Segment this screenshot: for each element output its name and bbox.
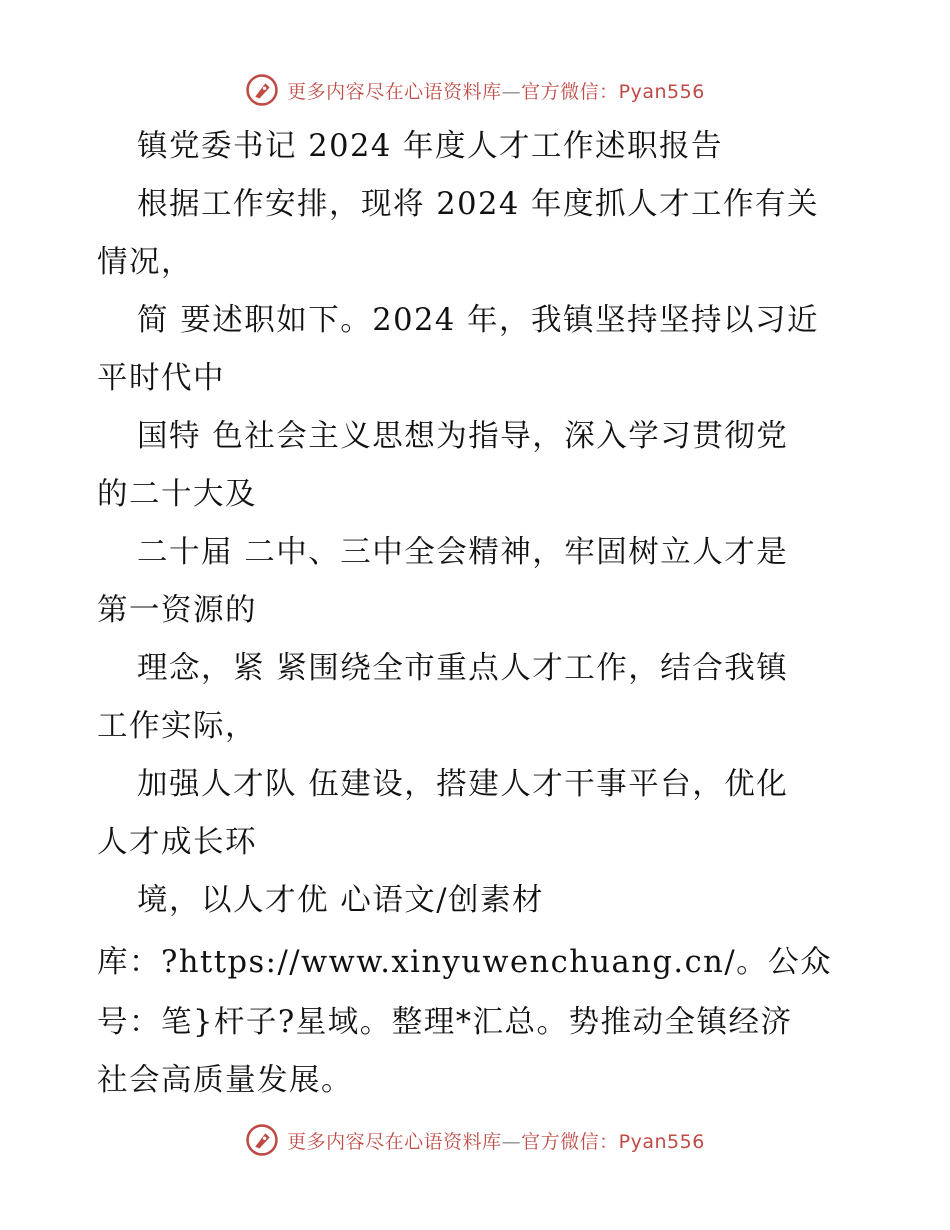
paragraph-line: 根据工作安排，现将 2024 年度抓人才工作有关 [137, 187, 820, 222]
paragraph-line: 二十届 二中、三中全会精神，牢固树立人才是 [137, 535, 789, 570]
paragraph-line: 的二十大及 [97, 477, 257, 512]
paragraph-line: 简 要述职如下。2024 年，我镇坚持坚持以习近 [137, 303, 820, 338]
banner-wechat-text: 官方微信：Pyan556 [521, 1130, 705, 1153]
paragraph-line: 情况， [97, 245, 193, 280]
paragraph-line: 加强人才队 伍建设，搭建人才干事平台，优化 [137, 767, 789, 802]
paragraph-line: 库：?https://www.xinyuwenchuang.cn/。公众 [97, 945, 833, 980]
document-title: 镇党委书记 2024 年度人才工作述职报告 [137, 129, 724, 164]
paragraph-line: 号：笔}杆子?星域。整理*汇总。势推动全镇经济 [97, 1005, 793, 1040]
page-footer-banner [0, 1120, 950, 1160]
paragraph-line: 人才成长环 [97, 825, 257, 860]
pen-nib-logo-icon [245, 1123, 279, 1157]
paragraph-line: 理念，紧 紧围绕全市重点人才工作，结合我镇 [137, 651, 789, 686]
paragraph-line: 第一资源的 [97, 593, 257, 628]
paragraph-line: 社会高质量发展。 [97, 1063, 353, 1098]
banner-wechat-text: 官方微信：Pyan556 [521, 80, 705, 103]
banner-separator: — [501, 1130, 522, 1153]
paragraph-line: 国特 色社会主义思想为指导，深入学习贯彻党 [137, 419, 789, 454]
paragraph-line: 平时代中 [97, 361, 225, 396]
banner-separator: — [501, 80, 522, 103]
paragraph-line: 工作实际， [97, 709, 257, 744]
paragraph-line: 境，以人才优 心语文/创素材 [137, 883, 544, 918]
banner-main-text: 更多内容尽在心语资料库 [287, 80, 502, 103]
banner-main-text: 更多内容尽在心语资料库 [287, 1130, 502, 1153]
banner-text [287, 1127, 705, 1154]
